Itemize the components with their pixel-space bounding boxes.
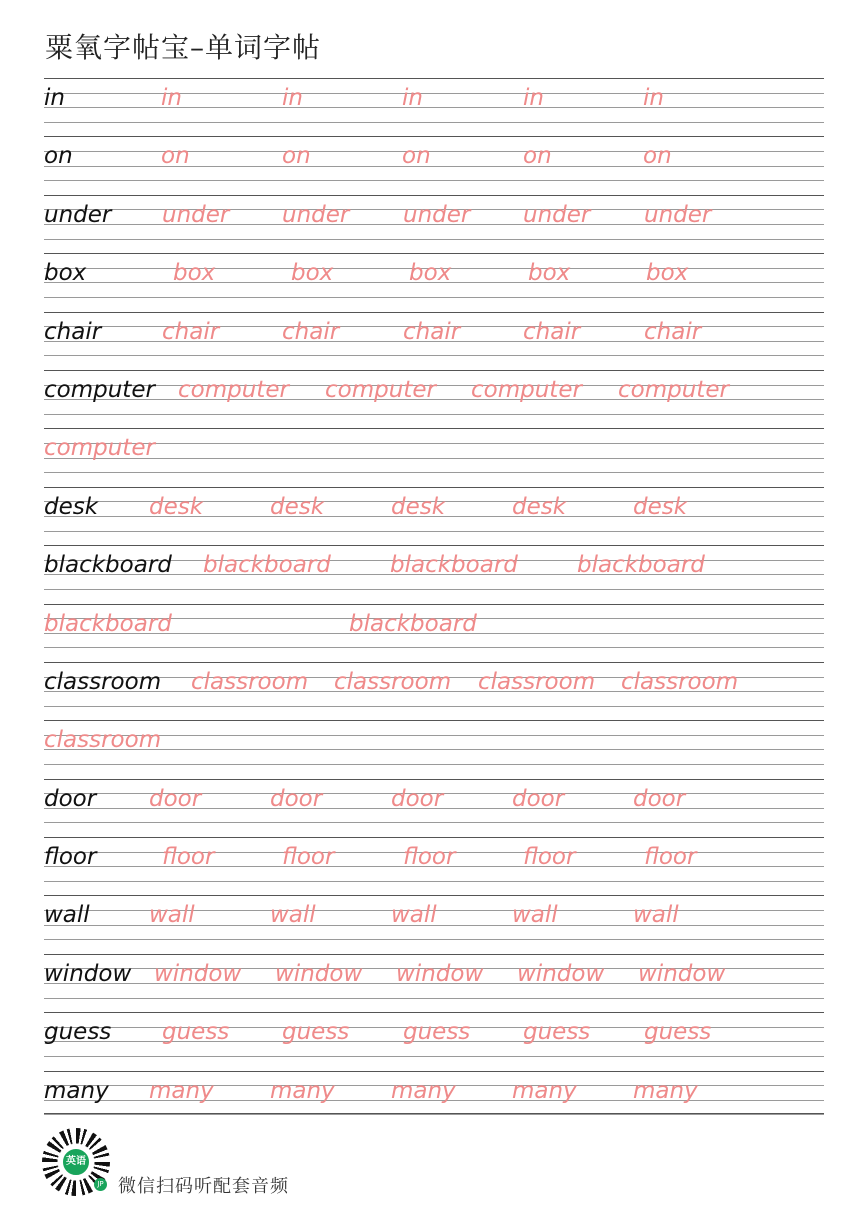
trace-word: window	[275, 960, 363, 987]
guide-line	[44, 414, 824, 415]
model-word: on	[44, 143, 73, 170]
guide-line	[44, 122, 824, 123]
trace-word: classroom	[191, 668, 309, 695]
trace-word: chair	[162, 318, 220, 345]
practice-row	[44, 487, 824, 545]
guide-line	[44, 837, 824, 838]
guide-line	[44, 312, 824, 313]
trace-word: classroom	[478, 668, 596, 695]
trace-word: many	[633, 1077, 698, 1104]
trace-word: floor	[403, 844, 456, 871]
practice-row	[44, 545, 824, 603]
trace-word: classroom	[334, 668, 452, 695]
trace-word: wall	[633, 902, 679, 929]
model-word: in	[44, 85, 65, 111]
guide-line	[44, 706, 824, 707]
trace-word: wall	[149, 902, 195, 929]
trace-word: under	[523, 201, 591, 228]
trace-word: blackboard	[44, 610, 172, 637]
trace-word: blackboard	[577, 552, 705, 579]
trace-word: wall	[270, 902, 316, 929]
practice-row	[44, 1012, 824, 1070]
trace-word: in	[161, 85, 182, 111]
trace-word: on	[523, 143, 552, 170]
trace-word: box	[291, 260, 334, 287]
guide-line	[44, 604, 824, 605]
practice-row	[44, 662, 824, 720]
trace-word: window	[517, 960, 605, 987]
guide-line	[44, 647, 824, 648]
trace-word: many	[149, 1077, 214, 1104]
trace-word: floor	[523, 844, 576, 871]
trace-word: desk	[633, 493, 688, 520]
trace-word: guess	[403, 1019, 471, 1046]
trace-word: guess	[282, 1019, 350, 1046]
guide-line	[44, 895, 824, 896]
trace-word: in	[523, 85, 544, 111]
guide-line	[44, 531, 824, 532]
trace-word: on	[402, 143, 431, 170]
guide-line	[44, 764, 824, 765]
model-word: under	[44, 201, 112, 228]
trace-word: guess	[162, 1019, 230, 1046]
guide-line	[44, 1114, 824, 1115]
model-word: desk	[44, 493, 99, 520]
model-word: window	[44, 960, 132, 987]
bottom-rule	[44, 1113, 824, 1114]
trace-word: computer	[618, 376, 729, 403]
practice-row	[44, 253, 824, 311]
guide-line	[44, 998, 824, 999]
trace-word: blackboard	[349, 610, 477, 637]
guide-line	[44, 954, 824, 955]
trace-word: window	[154, 960, 242, 987]
trace-word: on	[161, 143, 190, 170]
trace-word: floor	[644, 844, 697, 871]
model-word: many	[44, 1077, 109, 1104]
guide-line	[44, 180, 824, 181]
trace-word: wall	[512, 902, 558, 929]
practice-row	[44, 954, 824, 1012]
practice-row	[44, 195, 824, 253]
trace-word: classroom	[44, 727, 162, 754]
practice-sheet	[44, 78, 824, 1129]
guide-line	[44, 370, 824, 371]
guide-line	[44, 822, 824, 823]
practice-row	[44, 720, 824, 778]
trace-word: on	[643, 143, 672, 170]
guide-line	[44, 1012, 824, 1013]
trace-word: box	[528, 260, 571, 287]
trace-word: in	[402, 85, 423, 111]
trace-word: wall	[391, 902, 437, 929]
guide-line	[44, 545, 824, 546]
trace-word: classroom	[621, 668, 739, 695]
guide-line	[44, 195, 824, 196]
guide-line	[44, 78, 824, 79]
practice-row	[44, 78, 824, 136]
guide-line	[44, 458, 824, 459]
trace-word: door	[391, 785, 444, 812]
trace-word: door	[512, 785, 565, 812]
guide-line	[44, 589, 824, 590]
qr-dot: JP	[94, 1178, 107, 1191]
trace-word: desk	[149, 493, 204, 520]
page-title: 粟氧字帖宝–单词字帖	[45, 31, 322, 64]
trace-word: box	[409, 260, 452, 287]
guide-line	[44, 355, 824, 356]
guide-line	[44, 1056, 824, 1057]
trace-word: desk	[391, 493, 446, 520]
model-word: box	[44, 260, 87, 287]
trace-word: door	[633, 785, 686, 812]
guide-line	[44, 487, 824, 488]
trace-word: in	[643, 85, 664, 111]
practice-row	[44, 837, 824, 895]
model-word: blackboard	[44, 552, 172, 579]
practice-row	[44, 136, 824, 194]
guide-line	[44, 428, 824, 429]
trace-word: desk	[270, 493, 325, 520]
trace-word: many	[270, 1077, 335, 1104]
trace-word: blackboard	[390, 552, 518, 579]
trace-word: guess	[644, 1019, 712, 1046]
guide-line	[44, 662, 824, 663]
model-word: wall	[44, 902, 90, 929]
guide-line	[44, 1071, 824, 1072]
trace-word: door	[149, 785, 202, 812]
model-word: guess	[44, 1019, 112, 1046]
trace-word: floor	[282, 844, 335, 871]
model-word: classroom	[44, 668, 162, 695]
trace-word: blackboard	[203, 552, 331, 579]
model-word: computer	[44, 376, 155, 403]
trace-word: on	[282, 143, 311, 170]
practice-row	[44, 370, 824, 428]
practice-row	[44, 1071, 824, 1129]
trace-word: floor	[162, 844, 215, 871]
trace-word: window	[396, 960, 484, 987]
trace-word: under	[403, 201, 471, 228]
trace-word: window	[638, 960, 726, 987]
model-word: chair	[44, 318, 102, 345]
trace-word: under	[644, 201, 712, 228]
trace-word: under	[282, 201, 350, 228]
guide-line	[44, 881, 824, 882]
practice-row	[44, 604, 824, 662]
trace-word: chair	[523, 318, 581, 345]
qr-code-icon[interactable]	[42, 1128, 110, 1196]
guide-line	[44, 239, 824, 240]
trace-word: chair	[403, 318, 461, 345]
trace-word: box	[173, 260, 216, 287]
trace-word: desk	[512, 493, 567, 520]
trace-word: many	[391, 1077, 456, 1104]
practice-row	[44, 428, 824, 486]
trace-word: many	[512, 1077, 577, 1104]
practice-row	[44, 312, 824, 370]
footer-caption: 微信扫码听配套音频	[118, 1176, 289, 1197]
model-word: floor	[44, 844, 97, 871]
guide-line	[44, 253, 824, 254]
trace-word: computer	[325, 376, 436, 403]
practice-row	[44, 779, 824, 837]
trace-word: box	[646, 260, 689, 287]
trace-word: computer	[178, 376, 289, 403]
guide-line	[44, 472, 824, 473]
trace-word: under	[162, 201, 230, 228]
guide-line	[44, 720, 824, 721]
guide-line	[44, 779, 824, 780]
guide-line	[44, 136, 824, 137]
guide-line	[44, 443, 824, 444]
practice-row	[44, 895, 824, 953]
trace-word: door	[270, 785, 323, 812]
trace-word: chair	[282, 318, 340, 345]
qr-badge: 英语	[61, 1147, 91, 1177]
trace-word: chair	[644, 318, 702, 345]
trace-word: guess	[523, 1019, 591, 1046]
trace-word: computer	[44, 435, 155, 462]
trace-word: computer	[471, 376, 582, 403]
footer	[42, 1128, 342, 1198]
guide-line	[44, 297, 824, 298]
model-word: door	[44, 785, 97, 812]
guide-line	[44, 939, 824, 940]
trace-word: in	[282, 85, 303, 111]
